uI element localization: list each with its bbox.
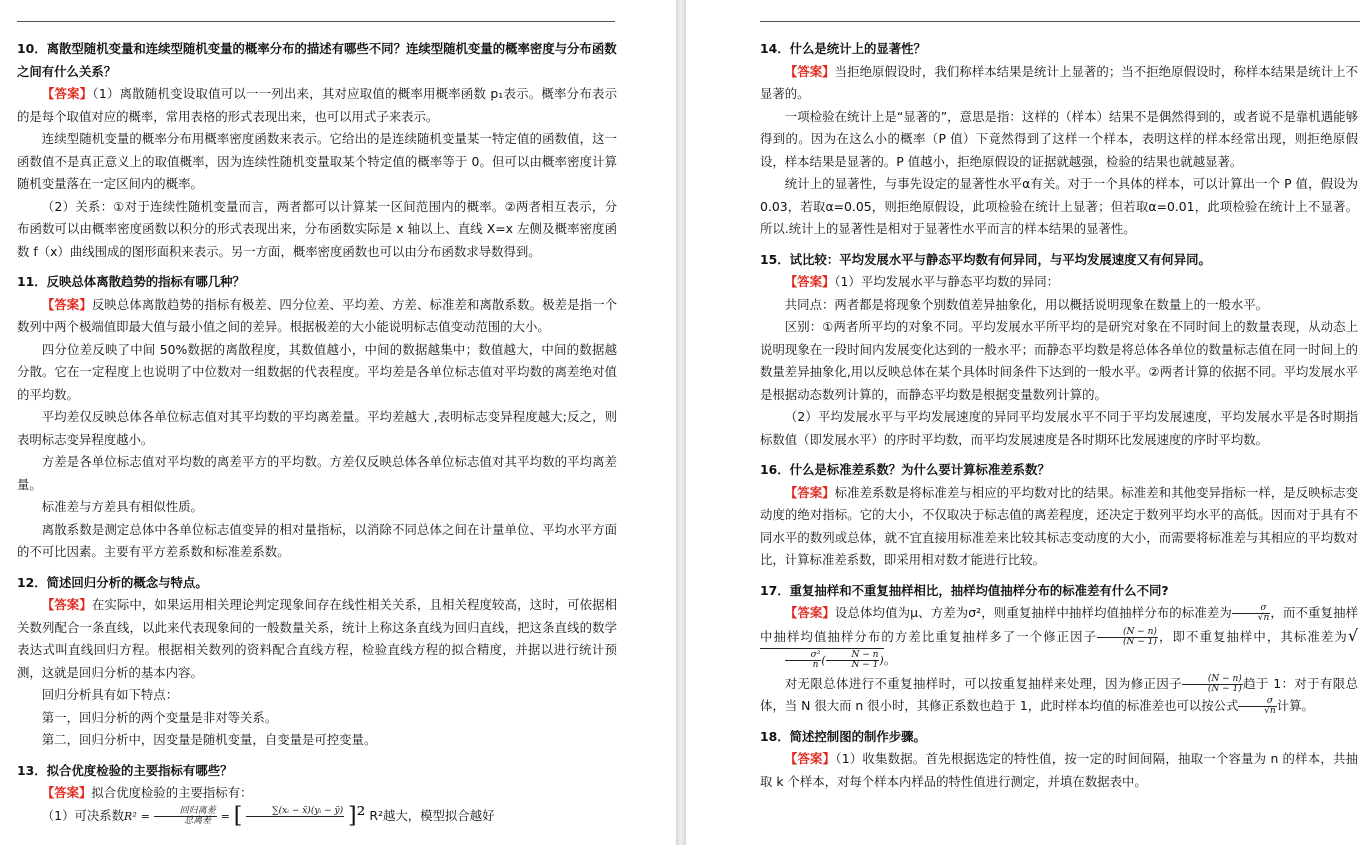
formula-fraction <box>1097 628 1158 647</box>
answer-tag: 【答案】 <box>784 274 835 289</box>
formula-fraction <box>785 651 822 670</box>
fraction-numerator: σ <box>1232 604 1270 614</box>
paragraph-text: 设总体均值为μ、方差为σ²，则重复抽样中抽样均值抽样分布的标准差为 <box>834 605 1232 620</box>
answer-paragraph <box>17 782 617 805</box>
page-gutter <box>676 0 686 845</box>
answer-tag: 【答案】 <box>784 605 835 620</box>
formula-fraction <box>1238 697 1276 716</box>
paragraph-text: 拟合优度检验的主要指标有： <box>91 785 253 800</box>
paragraph-text: 当拒绝原假设时，我们称样本结果是统计上显著的；当不拒绝原假设时，称样本结果是统计上不显著的。 <box>760 63 1359 101</box>
answer-paragraph <box>17 594 617 684</box>
paragraph-text: （1）离散随机变设取值可以一一列出来，其对应取值的概率用概率函数 p₁表示。概率分布表示的是每个取值对应的概率，常用表格的形式表现出来，也可以用式子来表示。 <box>17 86 617 124</box>
fraction-numerator: (N − n) <box>1182 675 1243 685</box>
paragraph-text: 标准差系数是将标准差与相应的平均数对比的结果。标准差和其他变异指标一样，是反映标志变动度的绝对指标。它的大小，不仅取决于标志值的离差程度，还决定于数列平均水平的高低。因而对于具有不同水平的数列或总体，就不宜直接用标准差来比较其标志变动度的大小，而需要将标准差与其相应的平均数对比，计算标准差系数，即采用相对数才能进行比较。 <box>760 484 1359 567</box>
answer-tag: 【答案】 <box>784 751 836 766</box>
paragraph-text: （1）平均发展水平与静态平均数的异同： <box>834 274 1060 289</box>
question-title: 16．什么是标准差系数？为什么要计算标准差系数？ <box>760 462 1050 477</box>
question-title: 18．简述控制图的制作步骤。 <box>760 728 926 744</box>
answer-tag: 【答案】 <box>784 484 835 500</box>
answer-paragraph: 回归分析具有如下特点： <box>41 687 179 702</box>
paragraph-text: 对无限总体进行不重复抽样时，可以按重复抽样来处理，因为修正因子 <box>784 675 1183 691</box>
answer-paragraph: （2）关系：①对于连续性随机变量而言，两者都可以计算某一区间范围内的概率。②两者相互表示，分布函数可以由概率密度函数以积分的形式表现出来，分布函数实际是 x 轴以上、直线 X=x 左侧及概率密度函数 f（x）曲线围成的图形面积来表示。另一方面，概率密度函数也可以由分布函数求导数得到。 <box>17 198 617 259</box>
formula-fraction <box>246 807 344 826</box>
formula-equals: = <box>220 809 230 823</box>
sqrt-symbol: √ <box>1347 625 1359 645</box>
formula-fraction <box>826 651 880 670</box>
answer-paragraph: 连续型随机变量的概率分布用概率密度函数来表示。它给出的是连续随机变量某一特定值的函数值，这一函数值不是真正意义上的取值概率，因为连续性随机变量取某个特定值的概率等于 0。但可以由概率密度计算随机变量落在一定区间内的概率。 <box>17 131 617 191</box>
answer-paragraph: 【答案】设总体均值为μ、方差为σ²，则重复抽样中抽样均值抽样分布的标准差为 $\frac{\sigma}{√n}$ ，而不重复抽样中抽样均值抽样分布的方差比重复抽样多了一个修正因子 $\frac{(N - n)}{(N - 1)}$ ，即不重复抽样中，其标准差为√ $\frac{\text{σ²}}{n}$ ( $\frac{N - n}{N - 1}$ )。 <box>760 602 1358 673</box>
question-17 <box>760 580 1358 718</box>
fraction-denominator: 总离差 <box>184 815 212 826</box>
answer-paragraph <box>760 61 1358 106</box>
paragraph-text: 反映总体离散趋势的指标有极差、四分位差、平均差、方差、标准差和离散系数。极差是指一个数列中两个极端值即最大值与最小值之间的差异。根据极差的大小能说明标志值变动范围的大小。 <box>17 296 618 334</box>
paragraph-text: ，而不重复抽样中抽样均值抽样分布的方差比重复抽样多了一个修正因子 <box>760 605 1359 644</box>
fraction-numerator: (N − n) <box>1097 628 1158 638</box>
answer-paragraph: 共同点：两者都是将现象个别数值差异抽象化，用以概括说明现象在数量上的一般水平。 <box>784 296 1269 312</box>
answer-tag: 【答案】 <box>41 86 93 101</box>
question-title: 10．离散型随机变量和连续型随机变量的概率分布的描述有哪些不同？连续型随机变量的概率密度与分布函数之间有什么关系？ <box>17 41 617 79</box>
formula-paren: ( <box>821 654 826 667</box>
answer-tag: 【答案】 <box>41 296 92 312</box>
answer-paragraph <box>760 271 1358 294</box>
formula-note: R²越大，模型拟合越好 <box>369 807 495 823</box>
question-title: 12．简述回归分析的概念与特点。 <box>17 574 208 590</box>
question-11 <box>17 271 617 564</box>
fraction-numerator: ∑(xᵢ − x̄)(yᵢ − ȳ) <box>246 807 344 817</box>
formula-fraction <box>1182 675 1243 694</box>
fraction-denominator: √n <box>1257 613 1270 623</box>
answer-tag: 【答案】 <box>41 785 92 800</box>
question-title: 14．什么是统计上的显著性？ <box>760 41 926 56</box>
answer-paragraph <box>760 482 1358 572</box>
answer-paragraph: 离散系数是测定总体中各单位标志值变异的相对量指标，以消除不同总体之间在计量单位、平均水平方面的不可比因素。主要有平方差系数和标准差系数。 <box>17 521 617 559</box>
answer-paragraph <box>760 673 1358 718</box>
answer-paragraph <box>17 294 617 339</box>
question-10 <box>17 38 617 263</box>
fraction-numerator: σ <box>1238 697 1276 707</box>
fraction-denominator: (N − 1) <box>1122 636 1157 647</box>
answer-paragraph: 第一，回归分析的两个变量是非对等关系。 <box>41 709 278 725</box>
question-title: 13．拟合优度检验的主要指标有哪些？ <box>17 762 233 778</box>
fraction-denominator: N − 1 <box>851 660 879 670</box>
answer-paragraph: （2）平均发展水平与平均发展速度的异同平均发展水平不同于平均发展速度，平均发展水平是各时期指标数值（即发展水平）的序时平均数，而平均发展速度是各时期环比发展速度的序时平均数。 <box>760 409 1358 447</box>
fraction-denominator: n <box>812 660 819 670</box>
question-title: 11．反映总体离散趋势的指标有哪几种？ <box>17 274 245 289</box>
paragraph-text: 在实际中，如果运用相关理论判定现象间存在线性相关关系，且相关程度较高，这时，可依据相关数列配合一条直线，以此来代表现象间的一般数量关系，统计上称这条直线为回归直线，把这条直线的数学表达式叫直线回归方程。根据相关数列的资料配合直线方程，检验直线方程的拟合精度，并据以进行统计预测，这就是回归分析的基本内容。 <box>17 597 618 680</box>
answer-paragraph: 一项检验在统计上是“显著的”，意思是指：这样的（样本）结果不是偶然得到的，或者说不是靠机遇能够得到的。因为在这么小的概率（P 值）下竟然得到了这样一个样本，表明这样的样本经常出现，则拒绝原假设，样本结果是显著的。P 值越小，拒绝原假设的证据就越强，检验的结果也就越显著。 <box>760 108 1358 169</box>
question-14 <box>760 38 1358 241</box>
paragraph-text: （1）收集数据。首先根据选定的特性值，按一定的时间间隔，抽取一个容量为 n 的样本，共抽取 k 个样本，对每个样本内样品的特性值进行测定，并填在数据表中。 <box>760 751 1358 789</box>
answer-paragraph: 区别：①两者所平均的对象不同。平均发展水平所平均的是研究对象在不同时间上的数量表现，从动态上说明现象在一段时间内发展变化达到的一般水平；而静态平均数是将总体各单位的数量标志值在同一时间上的数量差异抽象化,用以反映总体在某个具体时间条件下达到的一般水平。②两者计算的依据不同。平均发展水平是根据动态数列计算的，而静态平均数是根据变量数列计算的。 <box>760 319 1358 402</box>
paragraph-text: 计算。 <box>1276 698 1314 713</box>
answer-paragraph: 标准差与方差具有相似性质。 <box>41 499 203 514</box>
question-13 <box>17 760 617 829</box>
header-rule <box>760 21 1360 22</box>
formula-equals: = <box>140 809 150 823</box>
answer-paragraph: 统计上的显著性，与事先设定的显著性水平α有关。对于一个具体的样本，可以计算出一个 P 值，假设为 0.03，若取α=0.05，则拒绝原假设，此项检验在统计上显著；但若取α=0.01，此项检验在统计上不显著。所以.统计上的显著性是相对于显著性水平而言的样本结果的显著性。 <box>760 176 1358 236</box>
question-15 <box>760 249 1358 452</box>
paragraph-text: ，即不重复抽样中，其标准差为 <box>1157 628 1348 644</box>
answer-tag: 【答案】 <box>41 597 92 612</box>
answer-paragraph: 第二，回归分析中，因变量是随机变量，自变量是可控变量。 <box>41 732 377 747</box>
left-column <box>17 38 617 836</box>
answer-paragraph: 平均差仅反映总体各单位标志值对其平均数的平均离差量。平均差越大 ,表明标志变异程度越大;反之，则表明标志变异程度越小。 <box>17 409 617 447</box>
formula-bracket: ]² <box>348 802 366 828</box>
sqrt-content <box>760 648 884 673</box>
fraction-numerator: N − n <box>826 651 880 661</box>
question-16 <box>760 459 1358 572</box>
fraction-denominator <box>246 817 344 826</box>
answer-paragraph <box>17 83 617 128</box>
right-column <box>760 38 1358 801</box>
fraction-numerator: σ² <box>785 651 822 661</box>
answer-paragraph: 方差是各单位标志值对平均数的离差平方的平均数。方差仅反映总体各单位标志值对其平均数的平均离差量。 <box>17 454 617 492</box>
formula-fraction <box>1232 604 1270 623</box>
formula-bracket: [ <box>233 802 243 828</box>
question-title: 15．试比较：平均发展水平与静态平均数有何异同，与平均发展速度又有何异同。 <box>760 251 1211 267</box>
question-title: 17．重复抽样和不重复抽样相比，抽样均值抽样分布的标准差有什么不同? <box>760 582 1169 598</box>
paragraph-text: 趋于 1：对于有限总体，当 N 很大而 n 很小时，其修正系数也趋于 1，此时样本均值的标准差也可以按公式 <box>760 675 1358 713</box>
formula-paren: ) <box>879 654 884 667</box>
question-18 <box>760 726 1358 794</box>
formula-fraction <box>154 807 217 826</box>
formula-symbol: R² <box>124 809 137 823</box>
fraction-denominator: (N − 1) <box>1207 683 1242 694</box>
fraction-numerator: 回归离差 <box>154 807 217 817</box>
answer-paragraph <box>760 748 1358 793</box>
answer-tag: 【答案】 <box>784 63 835 79</box>
fraction-denominator: √n <box>1264 706 1276 716</box>
formula-label: （1）可决系数 <box>41 807 125 823</box>
answer-paragraph: 四分位差反映了中间 50%数据的离散程度，其数值越小，中间的数据越集中；数值越大，中间的数据越分散。它在一定程度上也说明了中位数对一组数据的代表程度。平均差是各单位标志值对平均数的离差绝对值的平均数。 <box>17 341 617 402</box>
formula-r2 <box>17 802 617 829</box>
question-12 <box>17 572 617 752</box>
header-rule <box>17 21 615 22</box>
